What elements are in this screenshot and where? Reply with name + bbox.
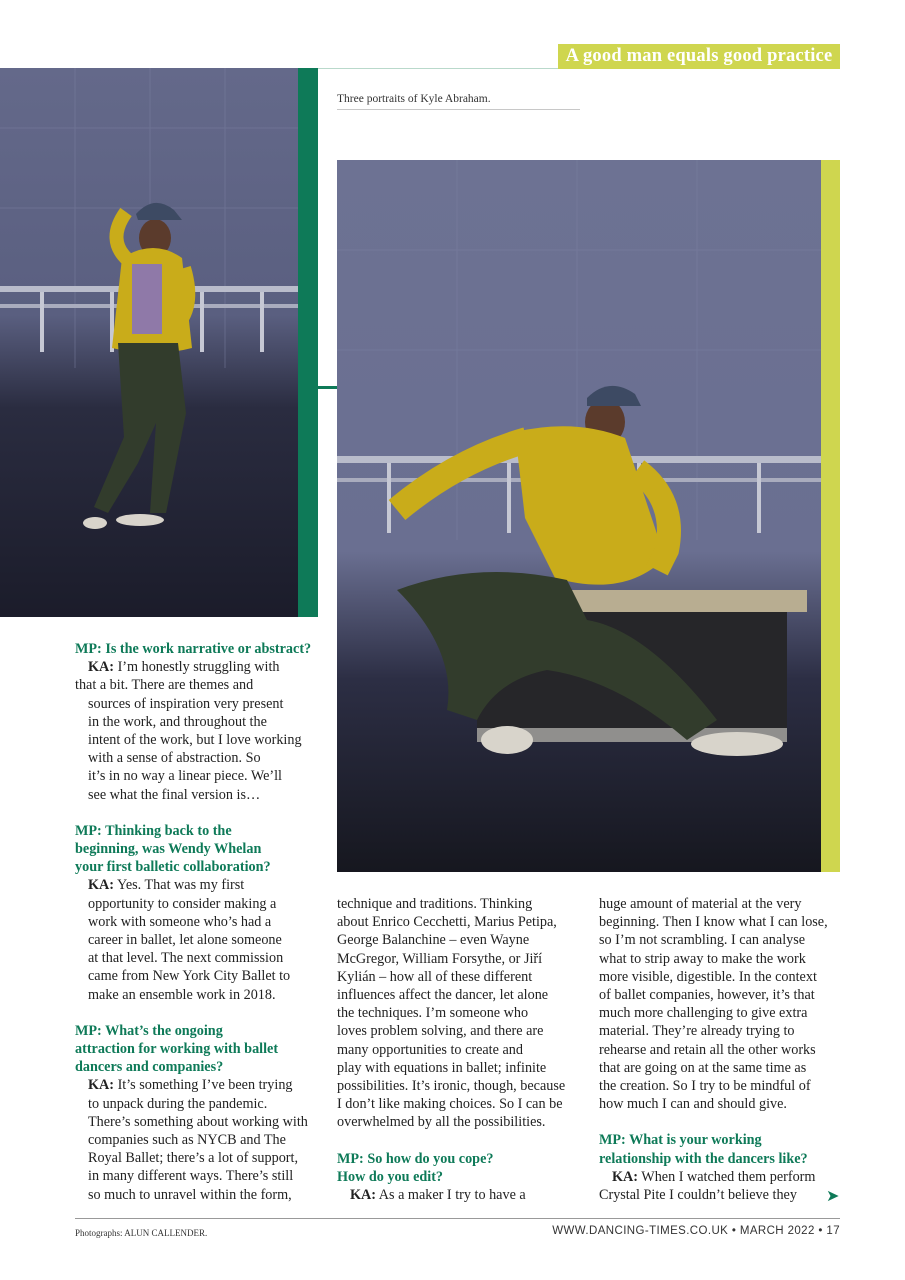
accent-tick-green [318,386,337,389]
answer-line: Crystal Pite I couldn’t believe they [599,1187,797,1204]
speaker-label: KA: [88,877,115,894]
answer-line: Yes. That was my first [114,877,245,894]
answer-line: George Balanchine – even Wayne [337,932,530,949]
dancer-pose-illustration [0,68,298,617]
answer-line: see what the final version is… [88,786,261,803]
question-line: MP: What is your working [599,1132,762,1149]
photo-caption: Three portraits of Kyle Abraham. [337,93,580,110]
answer-line: career in ballet, let alone someone [88,932,282,949]
question-heading [599,1131,843,1167]
accent-bar-lime [821,160,840,872]
photo-credit: Photographs: ALUN CALLENDER. [75,1228,208,1238]
answer-line: how much I can and should give. [599,1096,787,1113]
answer-line: in many different ways. There’s still [88,1168,294,1185]
answer-line: beginning. Then I know what I can lose, [599,914,828,931]
answer-line: When I watched them perform [638,1168,816,1185]
question-line: your first balletic collaboration? [75,859,271,876]
answer-paragraph [75,876,319,1003]
answer-line: material. They’re already trying to [599,1023,795,1040]
answer-line: in the work, and throughout the [88,713,267,730]
question-line: MP: So how do you cope? [337,1150,494,1167]
answer-line: came from New York City Ballet to [88,968,291,985]
text-column-1 [75,640,319,1204]
answer-line: that a bit. There are themes and [75,677,254,694]
answer-line: so I’m not scrambling. I can analyse [599,932,806,949]
answer-line: the creation. So I try to be mindful of [599,1078,811,1095]
text-column-3 [599,895,843,1204]
answer-line: There’s something about working with [88,1113,308,1130]
answer-line: McGregor, William Forsythe, or Jiří [337,950,543,967]
answer-paragraph [75,658,319,804]
answer-paragraph [75,1076,319,1203]
speaker-label: KA: [612,1168,639,1185]
answer-line: to unpack during the pandemic. [88,1095,268,1112]
answer-line: possibilities. It’s ironic, though, because [337,1078,566,1095]
answer-line: rehearse and retain all the other works [599,1041,816,1058]
answer-line: that are going on at the same time as [599,1059,807,1076]
answer-line: influences affect the dancer, let alone [337,987,549,1004]
question-heading [75,822,319,877]
question-line: relationship with the dancers like? [599,1150,808,1167]
answer-line: As a maker I try to have a [376,1187,526,1204]
page-folio: WWW.DANCING-TIMES.CO.UK • MARCH 2022 • 17 [552,1225,840,1237]
question-line: dancers and companies? [75,1059,224,1076]
answer-line: with a sense of abstraction. So [88,750,261,767]
speaker-label: KA: [350,1187,377,1204]
text-column-2 [337,895,581,1204]
answer-line: opportunity to consider making a [88,895,277,912]
answer-line: Kylián – how all of these different [337,968,533,985]
answer-line: so much to unravel within the form, [88,1186,292,1203]
footer-rule [75,1218,840,1219]
answer-line: many opportunities to create and [337,1041,523,1058]
section-title: A good man equals good practice [558,44,840,69]
answer-line: overwhelmed by all the possibilities. [337,1114,546,1131]
answer-line: much more challenging to give extra [599,1005,808,1022]
answer-line: it’s in no way a linear piece. We’ll [88,768,283,785]
accent-bar-green [298,68,318,617]
dancer-seated-illustration [337,160,821,872]
answer-line: at that level. The next commission [88,950,284,967]
question-line: MP: What’s the ongoing [75,1022,223,1039]
answer-line: the techniques. I’m someone who [337,1005,529,1022]
answer-line: of ballet companies, however, it’s that [599,987,815,1004]
answer-paragraph [337,895,581,1132]
answer-line: more visible, digestible. In the context [599,968,817,985]
answer-line: about Enrico Cecchetti, Marius Petipa, [337,914,557,931]
answer-line: play with equations in ballet; infinite [337,1059,547,1076]
answer-line: work with someone who’s had a [88,913,272,930]
answer-line: technique and traditions. Thinking [337,896,533,912]
answer-paragraph [337,1186,581,1204]
answer-line: what to strip away to make the work [599,950,806,967]
answer-line: companies such as NYCB and The [88,1132,286,1149]
answer-line: I don’t like making choices. So I can be [337,1096,563,1113]
answer-line: sources of inspiration very present [88,695,284,712]
question-line: How do you edit? [337,1168,444,1185]
question-line: attraction for working with ballet [75,1041,279,1058]
answer-line: It’s something I’ve been trying [114,1077,293,1094]
speaker-label: KA: [88,659,115,676]
question-line: MP: Thinking back to the [75,822,232,839]
question-heading [75,1022,319,1077]
question-line: beginning, was Wendy Whelan [75,841,262,858]
question-heading [337,1150,581,1186]
answer-paragraph [599,895,843,1113]
speaker-label: KA: [88,1077,115,1094]
portrait-photo-right [337,160,821,872]
portrait-photo-left [0,68,298,617]
answer-line: intent of the work, but I love working [88,732,302,749]
answer-line: I’m honestly struggling with [114,659,280,676]
answer-paragraph [599,1168,843,1204]
question-heading: MP: Is the work narrative or abstract? [75,641,312,657]
answer-line: Royal Ballet; there’s a lot of support, [88,1150,299,1167]
answer-line: make an ensemble work in 2018. [88,986,276,1003]
answer-line: huge amount of material at the very [599,896,802,912]
continue-arrow-icon: ➤ [826,1188,840,1205]
answer-line: loves problem solving, and there are [337,1023,544,1040]
